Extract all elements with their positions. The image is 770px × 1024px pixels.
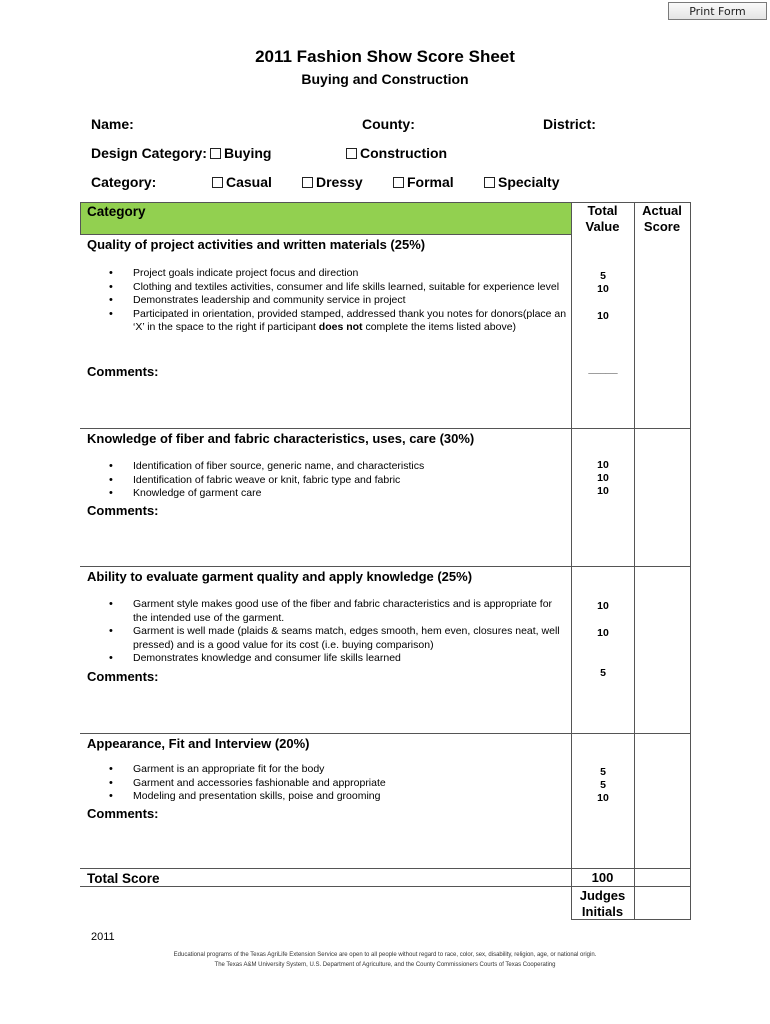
point-value: 10 bbox=[597, 459, 609, 471]
point-value: 10 bbox=[597, 283, 609, 295]
checkbox-icon[interactable] bbox=[393, 177, 404, 188]
point-value: 10 bbox=[597, 792, 609, 804]
table-header-fill bbox=[80, 203, 571, 234]
point-value: 10 bbox=[597, 627, 609, 639]
option-label: Casual bbox=[226, 174, 272, 190]
comments-label: Comments: bbox=[87, 503, 159, 518]
design-category-label: Design Category: bbox=[91, 145, 207, 161]
checkbox-icon[interactable] bbox=[212, 177, 223, 188]
comments-label: Comments: bbox=[87, 806, 159, 821]
section-title: Ability to evaluate garment quality and apply knowledge (25%) bbox=[87, 569, 473, 584]
section-separator bbox=[80, 733, 691, 734]
list-item: • Participated in orientation, provided stamped, addressed thank you notes for donors(place an ‘X’ in the space to the right if participant does not complete the items listed above) bbox=[87, 308, 567, 335]
list-item: • Clothing and textiles activities, consumer and life skills learned, suitable for experience level bbox=[87, 281, 567, 295]
list-item: • Modeling and presentation skills, poise and grooming bbox=[87, 790, 567, 804]
header-bottom-border bbox=[80, 234, 571, 235]
table-right-border bbox=[690, 202, 691, 868]
table-left-border bbox=[80, 202, 81, 234]
checkbox-icon[interactable] bbox=[484, 177, 495, 188]
point-value: 5 bbox=[600, 779, 606, 791]
checkbox-icon[interactable] bbox=[210, 148, 221, 159]
design-construction-option[interactable] bbox=[346, 145, 447, 161]
point-value: 10 bbox=[597, 472, 609, 484]
option-label: Dressy bbox=[316, 174, 363, 190]
list-item: • Demonstrates knowledge and consumer life skills learned bbox=[87, 652, 567, 666]
option-label: Specialty bbox=[498, 174, 560, 190]
checkbox-icon[interactable] bbox=[302, 177, 313, 188]
total-right-border bbox=[690, 868, 691, 919]
list-item: • Demonstrates leadership and community service in project bbox=[87, 294, 567, 308]
list-item: • Identification of fiber source, generic name, and characteristics bbox=[87, 460, 567, 474]
actual-score-header: Actual Score bbox=[642, 203, 682, 234]
checkbox-icon[interactable] bbox=[346, 148, 357, 159]
point-value: 10 bbox=[597, 310, 609, 322]
comments-label: Comments: bbox=[87, 364, 159, 379]
section-title: Knowledge of fiber and fabric characteristics, uses, care (30%) bbox=[87, 431, 475, 446]
print-form-button[interactable]: Print Form bbox=[668, 2, 767, 20]
section-separator bbox=[80, 868, 691, 869]
list-item: • Garment and accessories fashionable and appropriate bbox=[87, 777, 567, 791]
list-item: • Garment is an appropriate fit for the body bbox=[87, 763, 567, 777]
category-label: Category: bbox=[91, 174, 157, 190]
criteria-list bbox=[87, 460, 567, 501]
list-item: • Project goals indicate project focus and direction bbox=[87, 267, 567, 281]
category-specialty-option[interactable] bbox=[484, 174, 559, 190]
total-score-label: Total Score bbox=[87, 871, 160, 886]
section-title: Appearance, Fit and Interview (20%) bbox=[87, 736, 310, 751]
footer-year: 2011 bbox=[91, 931, 115, 943]
point-value: 5 bbox=[600, 270, 606, 282]
total-score-value: 100 bbox=[591, 870, 614, 885]
footer-disclaimer: Educational programs of the Texas AgriLife Extension Service are open to all people without regard to race, color, sex, disability, religion, age, or national origin. bbox=[173, 952, 597, 958]
criteria-list bbox=[87, 763, 567, 804]
participation-blank[interactable]: _____ bbox=[588, 363, 618, 375]
section-title: Quality of project activities and written materials (25%) bbox=[87, 237, 426, 252]
point-value: 10 bbox=[597, 485, 609, 497]
county-label: County: bbox=[362, 116, 415, 132]
point-value: 5 bbox=[600, 766, 606, 778]
category-formal-option[interactable] bbox=[393, 174, 454, 190]
list-item: • Garment is well made (plaids & seams match, edges smooth, hem even, closures neat, well pressed) and is a good value for its cost (i.e. buying comparison) bbox=[87, 625, 567, 652]
criteria-list bbox=[87, 598, 567, 666]
category-column-header: Category bbox=[87, 204, 146, 219]
total-value-header: Total Value bbox=[585, 203, 620, 234]
option-label: Buying bbox=[224, 145, 272, 161]
column-divider-right bbox=[634, 202, 635, 868]
total-bottom-border bbox=[80, 886, 571, 887]
footer-cooperation: The Texas A&M University System, U.S. Department of Agriculture, and the County Commissioners Courts of Texas Cooperating bbox=[214, 962, 556, 968]
name-label: Name: bbox=[91, 116, 134, 132]
option-label: Construction bbox=[360, 145, 448, 161]
district-label: District: bbox=[543, 116, 596, 132]
design-buying-option[interactable] bbox=[210, 145, 271, 161]
list-item: • Garment style makes good use of the fiber and fabric characteristics and is appropriate for the intended use of the garment. bbox=[87, 598, 567, 625]
judges-initials-label: Judges Initials bbox=[579, 888, 626, 919]
page-subtitle: Buying and Construction bbox=[301, 71, 469, 87]
section-separator bbox=[80, 566, 691, 567]
category-dressy-option[interactable] bbox=[302, 174, 363, 190]
point-value: 5 bbox=[600, 667, 606, 679]
judges-initials-field[interactable] bbox=[635, 887, 690, 919]
section-separator bbox=[80, 428, 691, 429]
option-label: Formal bbox=[407, 174, 454, 190]
comments-label: Comments: bbox=[87, 669, 159, 684]
page-title: 2011 Fashion Show Score Sheet bbox=[255, 47, 515, 66]
category-casual-option[interactable] bbox=[212, 174, 272, 190]
column-divider-left bbox=[571, 202, 572, 868]
list-item: • Identification of fabric weave or knit, fabric type and fabric bbox=[87, 474, 567, 488]
point-value: 10 bbox=[597, 600, 609, 612]
actual-total-score-field[interactable] bbox=[635, 869, 690, 886]
list-item: • Knowledge of garment care bbox=[87, 487, 567, 501]
criteria-list bbox=[87, 267, 567, 335]
